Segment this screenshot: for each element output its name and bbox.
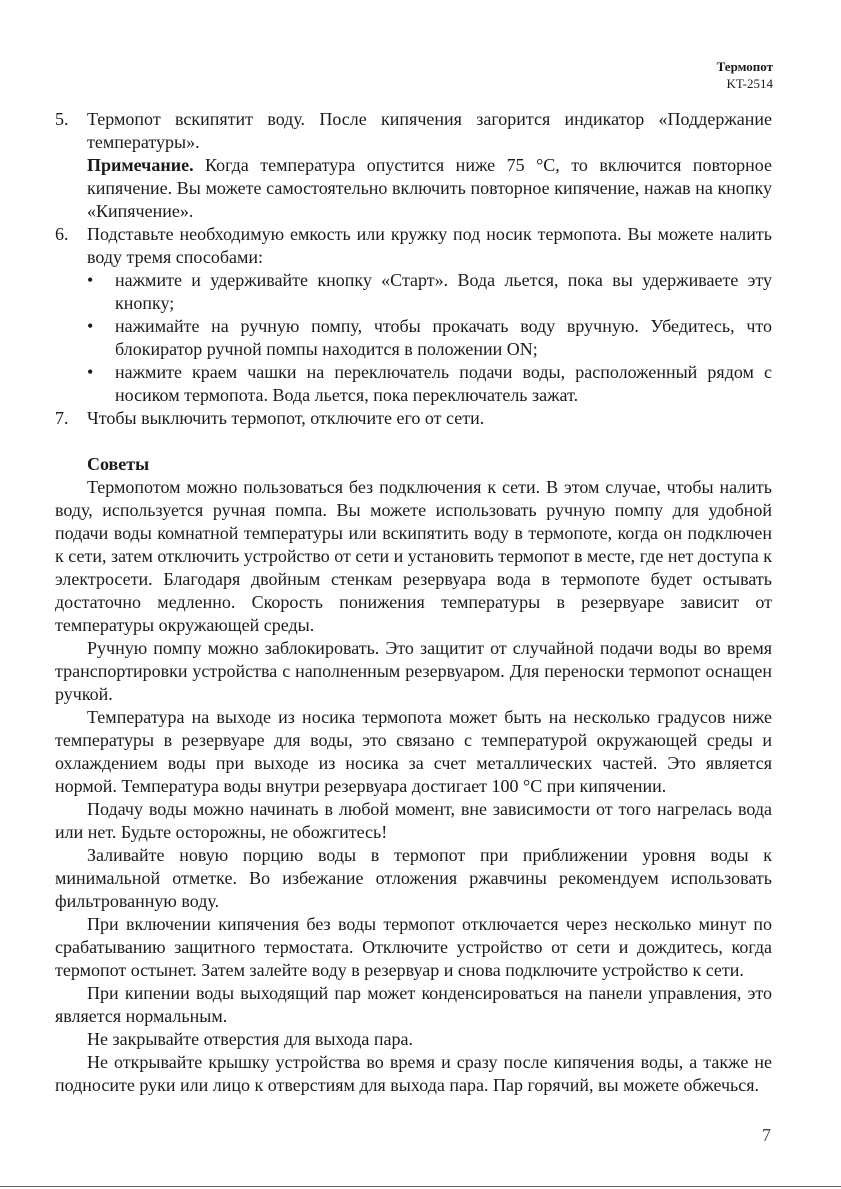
bullet-mark: • (87, 270, 94, 290)
section-title-tips: Советы (87, 454, 150, 474)
item-text: Термопот вскипятит воду. После кипячения загорится индикатор «Поддержание температуры». (87, 109, 772, 152)
item-number: 6. (55, 224, 69, 244)
bullet-item (55, 315, 772, 361)
bullet-mark: • (87, 316, 94, 336)
bullet-text: нажмите краем чашки на переключатель подачи воды, расположенный рядом с носиком термопота. Вода льется, пока переключатель зажат. (115, 362, 772, 405)
item-text: Чтобы выключить термопот, отключите его от сети. (87, 408, 485, 428)
tips-paragraph: Заливайте новую порцию воды в термопот при приближении уровня воды к минимальной отметке. Во избежание отложения ржавчины рекомендуем использовать фильтрованную воду. (55, 845, 772, 911)
list-item-7 (55, 407, 772, 430)
item-text: Подставьте необходимую емкость или кружку под носик термопота. Вы можете налить воду тремя способами: (87, 224, 772, 267)
page-header (717, 58, 773, 92)
tips-paragraph: Ручную помпу можно заблокировать. Это защитит от случайной подачи воды во время транспортировки устройства с наполненным резервуаром. Для переноски термопот оснащен ручкой. (55, 638, 772, 704)
bullet-text: нажмите и удерживайте кнопку «Старт». Вода льется, пока вы удерживаете эту кнопку; (115, 270, 772, 313)
item-number: 7. (55, 408, 69, 428)
note-text: Когда температура опустится ниже 75 °С, то включится повторное кипячение. Вы можете самостоятельно включить повторное кипячение, нажав на кнопку «Кипячение». (87, 155, 772, 221)
tips-paragraph: При кипении воды выходящий пар может конденсироваться на панели управления, это является нормальным. (55, 983, 772, 1026)
note-label: Примечание. (87, 155, 194, 175)
bullet-item (55, 361, 772, 407)
tips-paragraph: Подачу воды можно начинать в любой момент, вне зависимости от того нагрелась вода или нет. Будьте осторожны, не обожгитесь! (55, 799, 772, 842)
tips-paragraph: Температура на выходе из носика термопота может быть на несколько градусов ниже температуры в резервуаре для воды, это связано с температурой окружающей среды и охлаждением воды при выходе из носика за счет металлических частей. Это является нормой. Температура воды внутри резервуара достигает 100 °С при кипячении. (55, 707, 772, 796)
list-item-5 (55, 108, 772, 154)
tips-paragraph: Не открывайте крышку устройства во время и сразу после кипячения воды, а также не подносите руки или лицо к отверстиям для выхода пара. Пар горячий, вы можете обжечься. (55, 1052, 772, 1095)
bullet-mark: • (87, 362, 94, 382)
section-spacer (55, 430, 772, 453)
page-number: 7 (762, 1125, 771, 1145)
header-model: KT-2514 (726, 76, 773, 91)
page-content (55, 108, 772, 1097)
bullet-item (55, 269, 772, 315)
note (55, 154, 772, 223)
tips-paragraph: Термопотом можно пользоваться без подключения к сети. В этом случае, чтобы налить воду, используется ручная помпа. Вы можете использовать ручную помпу для удобной подачи воды комнатной температуры или вскипятить воду в термопоте, когда он подключен к сети, затем отключить устройство от сети и установить термопот в месте, где нет доступа к электросети. Благодаря двойным стенкам резервуара вода в термопоте будет остывать достаточно медленно. Скорость понижения температуры в резервуаре зависит от температуры окружающей среды. (55, 477, 772, 635)
header-title: Термопот (716, 59, 773, 74)
bullet-text: нажимайте на ручную помпу, чтобы прокачать воду вручную. Убедитесь, что блокиратор ручной помпы находится в положении ON; (115, 316, 772, 359)
tips-paragraph: Не закрывайте отверстия для выхода пара. (87, 1029, 414, 1049)
tips-paragraph: При включении кипячения без воды термопот отключается через несколько минут по срабатыванию защитного термостата. Отключите устройство от сети и дождитесь, когда термопот остынет. Затем залейте воду в резервуар и снова подключите устройство к сети. (55, 914, 772, 980)
item-number: 5. (55, 109, 69, 129)
bottom-divider (0, 1186, 841, 1187)
list-item-6 (55, 223, 772, 269)
